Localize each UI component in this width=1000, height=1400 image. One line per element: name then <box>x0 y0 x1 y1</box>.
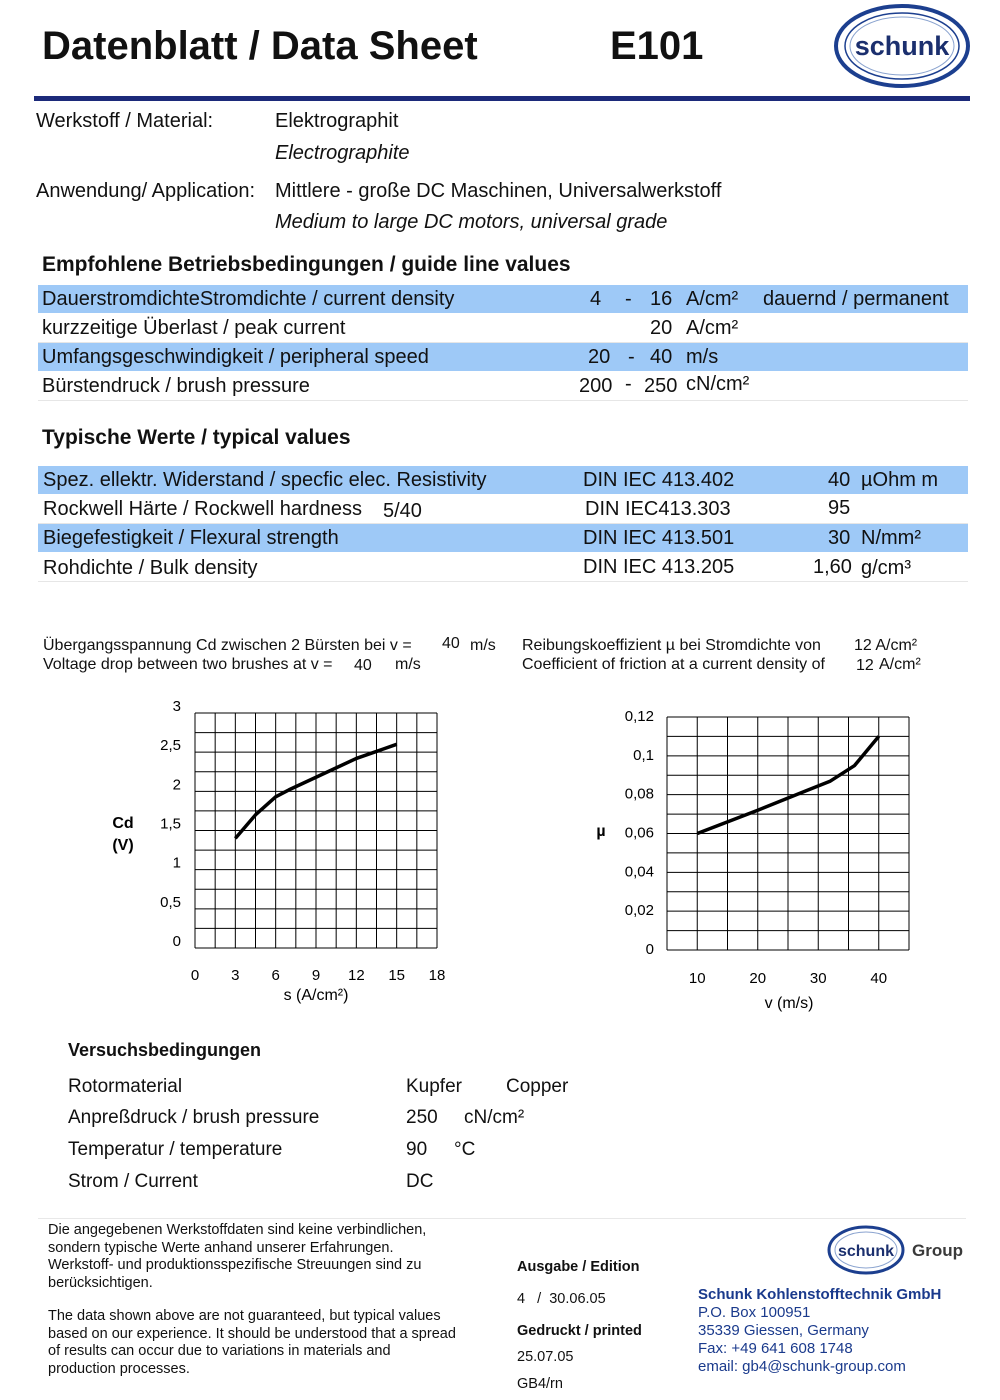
typical-row-value: 1,60 <box>813 556 852 578</box>
disclaimer-line: of results can occur due to variations in materials and <box>48 1343 391 1359</box>
company-fax: Fax: +49 641 608 1748 <box>698 1340 853 1357</box>
group-word: Group <box>912 1241 963 1260</box>
right-caption-de-value: 12 A/cm² <box>854 637 918 654</box>
disclaimer-en <box>48 1308 456 1378</box>
material-value-de: Elektrographit <box>275 110 399 132</box>
guide-row-name: Bürstendruck / brush pressure <box>42 375 310 397</box>
guide-row-dash: - <box>625 288 632 310</box>
y-axis-label: µ <box>596 823 606 840</box>
y-tick-label: 3 <box>172 698 181 715</box>
right-caption-en-value: 12 <box>856 657 874 674</box>
left-caption-en-value: 40 <box>354 657 372 674</box>
x-tick-label: 15 <box>388 967 406 984</box>
disclaimer-de <box>48 1222 426 1292</box>
typical-row-name: Biegefestigkeit / Flexural strength <box>43 527 339 549</box>
voltage-drop-chart <box>112 698 445 1004</box>
guide-row-unit: m/s <box>686 346 719 368</box>
x-tick-label: 3 <box>231 967 240 984</box>
header-rule <box>34 96 970 101</box>
y-tick-label: 0,06 <box>624 824 654 842</box>
test-row-label: Anpreßdruck / brush pressure <box>68 1107 320 1128</box>
x-tick-label: 40 <box>870 970 888 987</box>
y-tick-label: 1 <box>172 854 181 872</box>
typical-row-value: 95 <box>828 497 851 519</box>
typical-row-value: 40 <box>828 469 851 491</box>
x-tick-label: 20 <box>749 970 767 987</box>
application-value-en: Medium to large DC motors, universal grade <box>275 211 668 233</box>
x-tick-label: 0 <box>190 967 200 984</box>
y-tick-label: 2 <box>172 776 181 794</box>
typical-row-unit: g/cm³ <box>861 557 911 579</box>
typical-row-standard: DIN IEC 413.402 <box>583 469 735 491</box>
material-value-en: Electrographite <box>275 142 410 164</box>
application-value-de: Mittlere - große DC Maschinen, Universalwerkstoff <box>275 180 722 202</box>
x-tick-label: 10 <box>688 970 706 987</box>
y-tick-label: 0,12 <box>624 708 654 725</box>
typical-row-name: Rohdichte / Bulk density <box>43 557 258 579</box>
disclaimer-line: production processes. <box>48 1360 190 1377</box>
typical-row-standard: DIN IEC413.303 <box>585 498 731 520</box>
y-axis-unit: (V) <box>112 837 134 854</box>
guide-row-max: 16 <box>650 288 673 310</box>
y-tick-label: 0 <box>645 941 654 958</box>
y-tick-label: 2,5 <box>160 737 181 755</box>
datasheet-code: E101 <box>610 24 704 68</box>
left-caption-de: Übergangsspannung Cd zwischen 2 Bürsten bei v = <box>43 637 412 654</box>
test-row-value: 250 <box>406 1107 438 1128</box>
guide-row-unit: cN/cm² <box>686 373 750 395</box>
guide-row-name: kurzzeitige Überlast / peak current <box>42 317 346 339</box>
guide-row-min: 20 <box>588 346 611 368</box>
test-row-value: 90 <box>406 1139 428 1160</box>
application-label: Anwendung/ Application: <box>36 180 256 202</box>
page-title: Datenblatt / Data Sheet <box>42 24 478 68</box>
y-tick-label: 0 <box>172 933 181 950</box>
x-axis-label: v (m/s) <box>764 995 814 1012</box>
guide-row-dash: - <box>628 346 635 368</box>
test-row-extra: °C <box>454 1139 476 1160</box>
test-row-extra: Copper <box>506 1076 569 1097</box>
y-tick-label: 0,5 <box>160 893 181 911</box>
edition-label: Ausgabe / Edition <box>517 1259 640 1275</box>
guide-row-max: 250 <box>644 375 678 397</box>
left-caption-en: Voltage drop between two brushes at v = <box>43 656 333 673</box>
disclaimer-line: The data shown above are not guaranteed, but typical values <box>48 1308 441 1324</box>
printed-label: Gedruckt / printed <box>517 1323 642 1339</box>
edition-code: GB4/rn <box>517 1376 563 1392</box>
typical-row-name: Rockwell Härte / Rockwell hardness <box>43 498 363 520</box>
guide-row-dash: - <box>625 373 632 395</box>
edition-value: 4 / 30.06.05 <box>517 1291 606 1307</box>
guide-row-min: 200 <box>579 375 613 397</box>
x-axis-label: s (A/cm²) <box>283 987 349 1004</box>
y-tick-label: 0,02 <box>624 902 654 920</box>
left-caption-en-unit: m/s <box>395 656 421 673</box>
company-po-box: P.O. Box 100951 <box>698 1304 811 1321</box>
disclaimer-line: based on our experience. It should be understood that a spread <box>48 1325 456 1342</box>
x-tick-label: 6 <box>271 967 280 984</box>
x-tick-label: 18 <box>428 967 446 984</box>
test-row-label: Rotormaterial <box>68 1076 183 1097</box>
footer-divider <box>38 1218 966 1219</box>
x-tick-label: 30 <box>809 970 827 987</box>
company-email[interactable]: email: gb4@schunk-group.com <box>698 1358 906 1375</box>
company-city: 35339 Giessen, Germany <box>698 1322 869 1339</box>
typical-values-heading: Typische Werte / typical values <box>42 426 351 449</box>
guide-row-unit: A/cm² <box>686 288 739 310</box>
schunk-group-logo <box>826 1224 976 1278</box>
disclaimer-line: berücksichtigen. <box>48 1274 153 1291</box>
y-tick-label: 0,04 <box>624 863 654 881</box>
test-row-extra: cN/cm² <box>464 1107 525 1128</box>
x-tick-label: 9 <box>311 967 321 984</box>
left-caption-de-value: 40 <box>442 635 460 652</box>
typical-row-unit: N/mm² <box>861 527 921 549</box>
typical-row-value: 30 <box>828 527 851 549</box>
y-tick-label: 0,08 <box>624 785 654 803</box>
guide-row-name: DauerstromdichteStromdichte / current density <box>42 288 455 310</box>
company-name: Schunk Kohlenstofftechnik GmbH <box>698 1286 942 1303</box>
typical-row-extra: 5/40 <box>383 500 422 522</box>
test-row-label: Temperatur / temperature <box>68 1139 283 1160</box>
guide-row-unit: A/cm² <box>686 317 739 339</box>
guide-row-name: Umfangsgeschwindigkeit / peripheral speed <box>42 346 429 368</box>
test-conditions-heading: Versuchsbedingungen <box>68 1040 262 1060</box>
typical-row-standard: DIN IEC 413.205 <box>583 556 735 578</box>
guide-values-heading: Empfohlene Betriebsbedingungen / guide line values <box>42 253 571 276</box>
printed-date: 25.07.05 <box>517 1349 574 1365</box>
left-caption-de-unit: m/s <box>470 637 496 654</box>
friction-chart <box>596 708 909 1012</box>
typical-row-standard: DIN IEC 413.501 <box>583 527 735 549</box>
group-logo-text: schunk <box>837 1243 895 1260</box>
guide-row-max: 20 <box>650 317 673 339</box>
guide-row-min: 4 <box>590 288 602 310</box>
right-caption-de: Reibungskoeffizient µ bei Stromdichte von <box>522 637 821 654</box>
material-label: Werkstoff / Material: <box>36 110 214 132</box>
disclaimer-line: sondern typische Werte anhand unserer Erfahrungen. <box>48 1239 394 1256</box>
test-row-label: Strom / Current <box>68 1171 198 1192</box>
x-tick-label: 12 <box>347 967 365 984</box>
logo-text: schunk <box>854 31 950 61</box>
right-caption-en: Coefficient of friction at a current density of <box>522 656 825 673</box>
disclaimer-line: Werkstoff- und produktionsspezifische Streuungen sind zu <box>48 1257 422 1273</box>
y-tick-label: 1,5 <box>160 815 181 833</box>
test-row-value: DC <box>406 1171 434 1192</box>
typical-row-name: Spez. ellektr. Widerstand / specfic elec. Resistivity <box>43 469 487 491</box>
schunk-logo <box>832 2 972 90</box>
right-caption-en-unit: A/cm² <box>879 656 921 673</box>
disclaimer-line: Die angegebenen Werkstoffdaten sind keine verbindlichen, <box>48 1222 427 1238</box>
guide-row-note: dauernd / permanent <box>763 288 949 310</box>
y-axis-label: Cd <box>112 815 134 832</box>
guide-row-max: 40 <box>650 346 673 368</box>
typical-row-unit: µOhm m <box>861 469 939 491</box>
y-tick-label: 0,1 <box>633 746 654 764</box>
charts-area <box>0 690 1000 1020</box>
test-row-value: Kupfer <box>406 1076 462 1097</box>
